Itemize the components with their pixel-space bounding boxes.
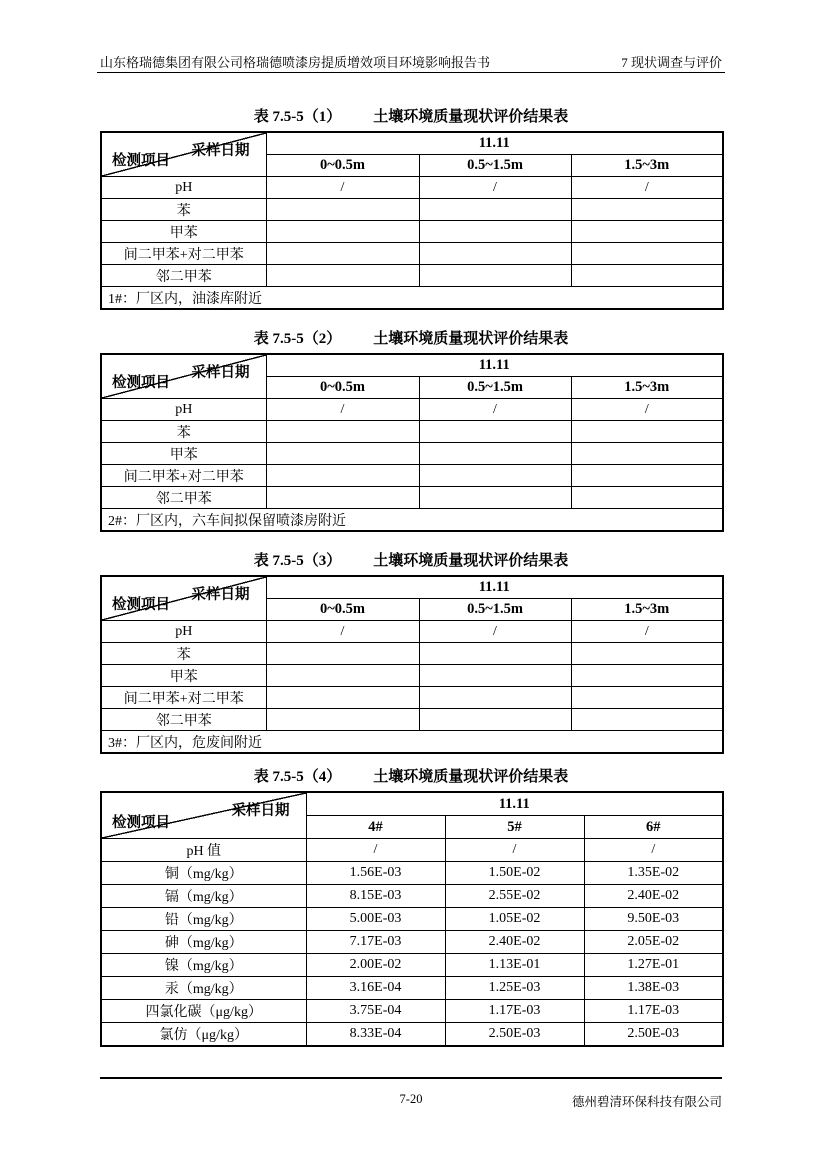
date-header: 11.11 — [266, 576, 723, 599]
cell-value: 1.25E-03 — [445, 977, 584, 1000]
table-row — [101, 977, 723, 1000]
cell-value: 3.75E-04 — [306, 1000, 445, 1023]
cell-value: / — [571, 621, 723, 643]
soil-table-1 — [100, 131, 724, 310]
table-row — [101, 177, 723, 199]
table-number: 表 7.5-5（1） — [253, 109, 342, 125]
cell-value — [266, 665, 419, 687]
table-row — [101, 687, 723, 709]
column-header: 4# — [306, 816, 445, 839]
row-label: pH 值 — [101, 839, 306, 862]
cell-value — [571, 243, 723, 265]
table-title-text: 土壤环境质量现状评价结果表 — [373, 553, 569, 569]
cell-value — [266, 487, 419, 509]
header-rule — [97, 72, 725, 73]
table-1-title — [100, 107, 722, 127]
row-label: 铅（mg/kg） — [101, 908, 306, 931]
date-row — [101, 132, 723, 155]
table-row — [101, 221, 723, 243]
cell-value: 2.00E-02 — [306, 954, 445, 977]
soil-table-4 — [100, 791, 724, 1047]
cell-value — [571, 265, 723, 287]
table-row — [101, 709, 723, 731]
column-header: 0~0.5m — [266, 599, 419, 621]
soil-table-3 — [100, 575, 724, 754]
corner-label-bottom: 检测项目 — [112, 815, 170, 831]
row-label: 铜（mg/kg） — [101, 862, 306, 885]
table-title-text: 土壤环境质量现状评价结果表 — [373, 769, 569, 785]
cell-value — [419, 443, 571, 465]
cell-value: 1.17E-03 — [445, 1000, 584, 1023]
table-row — [101, 421, 723, 443]
row-label: 甲苯 — [101, 665, 266, 687]
table-row — [101, 487, 723, 509]
cell-value — [571, 443, 723, 465]
cell-value — [571, 687, 723, 709]
page-header-right: 7 现状调查与评价 — [621, 55, 722, 70]
table-row — [101, 954, 723, 977]
cell-value: / — [584, 839, 723, 862]
column-header: 5# — [445, 816, 584, 839]
cell-value: 7.17E-03 — [306, 931, 445, 954]
row-label: 邻二甲苯 — [101, 265, 266, 287]
column-header: 1.5~3m — [571, 599, 723, 621]
column-header: 0~0.5m — [266, 377, 419, 399]
cell-value: 1.27E-01 — [584, 954, 723, 977]
cell-value: 1.35E-02 — [584, 862, 723, 885]
cell-value: 9.50E-03 — [584, 908, 723, 931]
cell-value — [419, 199, 571, 221]
row-label: 邻二甲苯 — [101, 709, 266, 731]
cell-value — [266, 265, 419, 287]
cell-value: / — [445, 839, 584, 862]
cell-value: 1.38E-03 — [584, 977, 723, 1000]
corner-label-top: 采样日期 — [191, 143, 250, 159]
row-label: 镍（mg/kg） — [101, 954, 306, 977]
cell-value — [266, 443, 419, 465]
table-body — [101, 177, 723, 287]
table-2-section — [100, 329, 722, 532]
table-row — [101, 1000, 723, 1023]
cell-value: 1.50E-02 — [445, 862, 584, 885]
row-label: 邻二甲苯 — [101, 487, 266, 509]
page-footer — [100, 1092, 722, 1110]
row-label: pH — [101, 399, 266, 421]
footer-company: 德州碧清环保科技有限公司 — [571, 1095, 722, 1109]
cell-value: / — [571, 399, 723, 421]
table-row — [101, 443, 723, 465]
cell-value: / — [419, 399, 571, 421]
note-row — [101, 509, 723, 532]
footer-rule — [100, 1077, 722, 1079]
cell-value — [419, 643, 571, 665]
corner-label-bottom: 检测项目 — [112, 153, 170, 169]
column-header: 1.5~3m — [571, 155, 723, 177]
corner-label-bottom: 检测项目 — [112, 375, 170, 391]
table-1-section — [100, 107, 722, 310]
date-header: 11.11 — [266, 132, 723, 155]
cell-value — [419, 687, 571, 709]
row-label: 镉（mg/kg） — [101, 885, 306, 908]
cell-value: / — [419, 177, 571, 199]
cell-value: 8.15E-03 — [306, 885, 445, 908]
cell-value — [419, 709, 571, 731]
cell-value — [571, 643, 723, 665]
cell-value: 2.50E-03 — [445, 1023, 584, 1047]
table-number: 表 7.5-5（2） — [253, 331, 342, 347]
column-header: 0~0.5m — [266, 155, 419, 177]
table-number: 表 7.5-5（4） — [253, 769, 342, 785]
row-label: 苯 — [101, 643, 266, 665]
cell-value: 2.40E-02 — [445, 931, 584, 954]
table-number: 表 7.5-5（3） — [253, 553, 342, 569]
row-label: 砷（mg/kg） — [101, 931, 306, 954]
cell-value: 1.56E-03 — [306, 862, 445, 885]
cell-value — [419, 665, 571, 687]
table-row — [101, 399, 723, 421]
table-4-section — [100, 767, 722, 1047]
row-label: 间二甲苯+对二甲苯 — [101, 687, 266, 709]
cell-value — [571, 665, 723, 687]
cell-value — [571, 221, 723, 243]
row-label: 甲苯 — [101, 443, 266, 465]
row-label: pH — [101, 621, 266, 643]
table-body — [101, 839, 723, 1047]
row-label: 汞（mg/kg） — [101, 977, 306, 1000]
table-3-title — [100, 551, 722, 571]
note-row — [101, 287, 723, 310]
cell-value — [266, 709, 419, 731]
cell-value: / — [571, 177, 723, 199]
table-body — [101, 399, 723, 509]
cell-value: 2.55E-02 — [445, 885, 584, 908]
table-row — [101, 885, 723, 908]
table-title-text: 土壤环境质量现状评价结果表 — [373, 109, 569, 125]
column-header: 0.5~1.5m — [419, 377, 571, 399]
cell-value — [571, 421, 723, 443]
row-label: 间二甲苯+对二甲苯 — [101, 465, 266, 487]
corner-header-cell — [101, 792, 306, 839]
table-2-title — [100, 329, 722, 349]
cell-value: / — [266, 177, 419, 199]
cell-value — [571, 199, 723, 221]
cell-value — [266, 199, 419, 221]
table-row — [101, 465, 723, 487]
column-header: 0.5~1.5m — [419, 599, 571, 621]
table-4-title — [100, 767, 722, 787]
table-row — [101, 862, 723, 885]
cell-value — [266, 243, 419, 265]
soil-table-2 — [100, 353, 724, 532]
page-header-left: 山东格瑞德集团有限公司格瑞德喷漆房提质增效项目环境影响报告书 — [100, 55, 491, 70]
cell-value: 3.16E-04 — [306, 977, 445, 1000]
row-label: 苯 — [101, 421, 266, 443]
cell-value: / — [266, 621, 419, 643]
table-row — [101, 621, 723, 643]
cell-value: / — [306, 839, 445, 862]
cell-value — [266, 643, 419, 665]
row-label: 苯 — [101, 199, 266, 221]
table-row — [101, 265, 723, 287]
table-row — [101, 199, 723, 221]
cell-value — [266, 421, 419, 443]
cell-value: 1.05E-02 — [445, 908, 584, 931]
page-number: 7-20 — [399, 1092, 423, 1106]
corner-header-cell — [101, 354, 266, 399]
table-row — [101, 665, 723, 687]
cell-value: 2.50E-03 — [584, 1023, 723, 1047]
cell-value: / — [266, 399, 419, 421]
table-row — [101, 931, 723, 954]
corner-label-bottom: 检测项目 — [112, 597, 170, 613]
table-note: 1#：厂区内，油漆库附近 — [101, 287, 723, 310]
date-header: 11.11 — [266, 354, 723, 377]
date-row — [101, 792, 723, 816]
corner-label-top: 采样日期 — [191, 365, 250, 381]
cell-value: 1.13E-01 — [445, 954, 584, 977]
cell-value — [266, 687, 419, 709]
cell-value: 8.33E-04 — [306, 1023, 445, 1047]
row-label: 间二甲苯+对二甲苯 — [101, 243, 266, 265]
date-row — [101, 576, 723, 599]
row-label: pH — [101, 177, 266, 199]
column-header: 0.5~1.5m — [419, 155, 571, 177]
cell-value: 5.00E-03 — [306, 908, 445, 931]
cell-value — [419, 221, 571, 243]
cell-value — [419, 487, 571, 509]
cell-value: 2.05E-02 — [584, 931, 723, 954]
cell-value: 2.40E-02 — [584, 885, 723, 908]
table-row — [101, 839, 723, 862]
cell-value: 1.17E-03 — [584, 1000, 723, 1023]
table-body — [101, 621, 723, 731]
table-row — [101, 643, 723, 665]
table-3-section — [100, 551, 722, 754]
table-row — [101, 908, 723, 931]
table-note: 2#：厂区内，六车间拟保留喷漆房附近 — [101, 509, 723, 532]
cell-value — [419, 265, 571, 287]
note-row — [101, 731, 723, 754]
cell-value — [419, 421, 571, 443]
table-row — [101, 243, 723, 265]
cell-value — [419, 465, 571, 487]
page-header — [100, 52, 722, 71]
cell-value — [266, 221, 419, 243]
row-label: 氯仿（μg/kg） — [101, 1023, 306, 1047]
cell-value: / — [419, 621, 571, 643]
column-header: 1.5~3m — [571, 377, 723, 399]
cell-value — [571, 487, 723, 509]
date-row — [101, 354, 723, 377]
cell-value — [571, 465, 723, 487]
cell-value — [266, 465, 419, 487]
column-header: 6# — [584, 816, 723, 839]
corner-header-cell — [101, 576, 266, 621]
table-note: 3#：厂区内，危废间附近 — [101, 731, 723, 754]
row-label: 四氯化碳（μg/kg） — [101, 1000, 306, 1023]
date-header: 11.11 — [306, 792, 723, 816]
row-label: 甲苯 — [101, 221, 266, 243]
corner-label-top: 采样日期 — [231, 803, 290, 819]
cell-value — [419, 243, 571, 265]
cell-value — [571, 709, 723, 731]
table-row — [101, 1023, 723, 1047]
corner-label-top: 采样日期 — [191, 587, 250, 603]
corner-header-cell — [101, 132, 266, 177]
table-title-text: 土壤环境质量现状评价结果表 — [373, 331, 569, 347]
